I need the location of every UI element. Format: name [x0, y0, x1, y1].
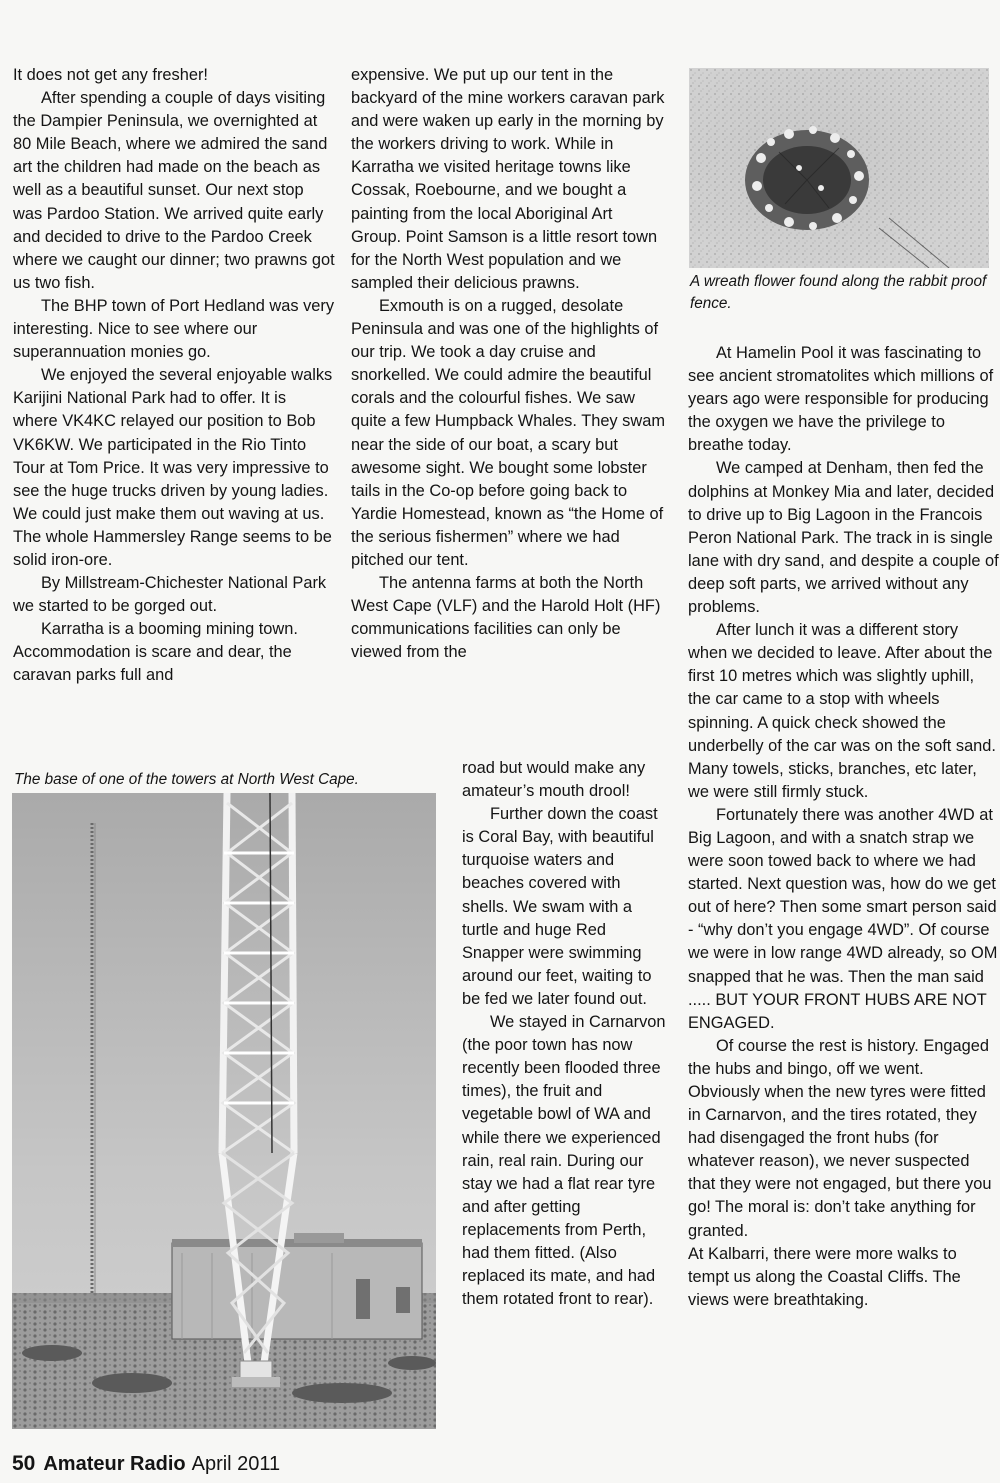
paragraph: Fortunately there was another 4WD at Big Lagoon, and with a snatch strap we were soon towed back to where we had started. Next question was, how do we get out of here? Then some smart person said - “why don’t you engage 4WD”. Of course we were in low range 4WD already, so OM snapped that he was. Then the man said ..... BUT YOUR FRONT HUBS ARE NOT ENGAGED. [688, 805, 998, 1032]
paragraph: By Millstream-Chichester National Park we started to be gorged out. [13, 574, 327, 616]
paragraph: Karratha is a booming mining town. Accommodation is scare and dear, the caravan parks full and [13, 620, 298, 685]
tower-base-photo [12, 793, 436, 1429]
paragraph: We stayed in Carnarvon (the poor town has now recently been flooded three times), the fruit and vegetable bowl of WA and while there we experienced rain, real rain. During our stay we had a flat rear tyre and after getting replacements from Perth, had them fitted. (Also replaced its mate, and had them rotated front to rear). [462, 1013, 666, 1309]
issue-date: April 2011 [191, 1453, 281, 1475]
paragraph: The BHP town of Port Hedland was very interesting. Nice to see where our superannuation monies go. [13, 296, 335, 362]
left-column [13, 64, 335, 688]
paragraph: expensive. We put up our tent in the backyard of the mine workers caravan park and were waken up early in the morning by the workers driving to work. While in Karratha we visited heritage towns like Cossak, Roebourne, and we bought a painting from the local Aboriginal Art Group. Point Samson is a little resort town for the North West population and we sampled their delicious prawns. [351, 66, 665, 292]
middle-column-bottom [462, 757, 667, 1311]
page-number: 50 [12, 1452, 36, 1475]
wreath-flower-photo [689, 68, 989, 268]
page-footer [12, 1452, 280, 1476]
paragraph: We camped at Denham, then fed the dolphins at Monkey Mia and later, decided to drive up to Big Lagoon in the Francois Peron National Park. The track in is single lane with dry sand, and despite a couple of deep soft parts, we arrived without any problems. [688, 459, 999, 617]
paragraph: Further down the coast is Coral Bay, with beautiful turquoise waters and beaches covered with shells. We swam with a turtle and huge Red Snapper were swimming around our feet, waiting to be fed we later found out. [462, 805, 658, 1008]
middle-column-top [351, 64, 666, 664]
tower-photo-caption: The base of one of the towers at North West Cape. [14, 771, 359, 788]
paragraph: After lunch it was a different story when we decided to leave. After about the first 10 metres which was slightly uphill, the car came to a stop with wheels spinning. A quick check showed the underbelly of the car was on the soft sand. Many towels, sticks, branches, etc later, we were still firmly stuck. [688, 621, 996, 801]
paragraph: Exmouth is on a rugged, desolate Peninsula and was one of the highlights of our trip. We took a day cruise and snorkelled. We could admire the beautiful corals and the colourful fishes. We saw quite a few Humpback Whales. They swam near the side of our boat, a scary but awesome sight. We bought some lobster tails in the Co-op before going back to Yardie Homestead, known as “the Home of the serious fishermen” where we had pitched our tent. [351, 296, 665, 569]
paragraph: We enjoyed the several enjoyable walks Karijini National Park had to offer. It is where VK4KC relayed our position to Bob VK6KW. We participated in the Rio Tinto Tour at Tom Price. It was very impressive to see the huge trucks driven by young ladies. We could just make them out waving at us. The whole Hammersley Range seems to be solid iron-ore. [13, 366, 333, 569]
paragraph: road but would make any amateur’s mouth drool! [462, 759, 646, 801]
wreath-photo-caption: A wreath flower found along the rabbit proof fence. [690, 273, 987, 312]
paragraph: It does not get any fresher! [13, 66, 208, 84]
paragraph: At Hamelin Pool it was fascinating to see ancient stromatolites which millions of years ago were responsible for producing the oxygen we have the privilege to breathe today. [688, 344, 994, 455]
paragraph: Of course the rest is history. Engaged the hubs and bingo, off we went. Obviously when the new tyres were fitted in Carnarvon, and the tires rotated, they had disengaged the front hubs (for whatever reason), we never suspected that they were not engaged, but there you go! The moral is: don’t take anything for granted. [688, 1036, 992, 1240]
paragraph: The antenna farms at both the North West Cape (VLF) and the Harold Holt (HF) communications facilities can only be viewed from the [351, 574, 661, 662]
magazine-name: Amateur Radio [43, 1453, 186, 1475]
paragraph: After spending a couple of days visiting the Dampier Peninsula, we overnighted at 80 Mile Beach, where we admired the sand art the children had made on the beach as well as a beautiful sunset. Our next stop was Pardoo Station. We arrived quite early and decided to drive to the Pardoo Creek where we caught our dinner; two prawns got us two fish. [13, 89, 335, 292]
paragraph: At Kalbarri, there were more walks to tempt us along the Coastal Cliffs. The views were breathtaking. [688, 1244, 961, 1309]
right-column [688, 342, 1000, 1312]
